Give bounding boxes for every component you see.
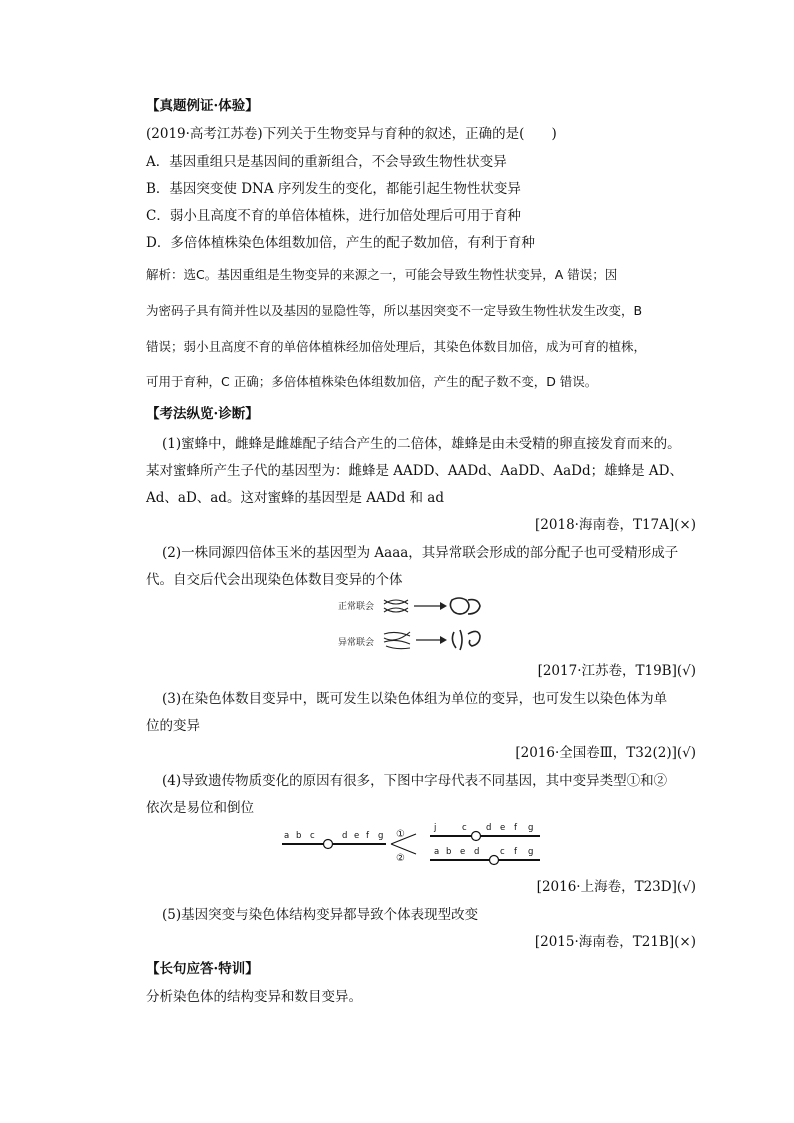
quadrivalent-ring: [450, 598, 480, 614]
item2-line-1: (2)一株同源四倍体玉米的基因型为 Aaaa，其异常联会形成的部分配子也可受精形成子: [162, 545, 679, 561]
normal-synapsis-label: 正常联会: [338, 602, 375, 612]
synapsis-figure: [338, 594, 498, 654]
chromosome-variation-figure: [278, 822, 558, 872]
analysis-line-4: 可用于育种，C 正确；多倍体植株染色体组数加倍，产生的配子数不变，D 错误。: [146, 374, 598, 389]
section-header-diagnosis: 【考法纵览·诊断】: [146, 406, 259, 422]
gene-label: g: [378, 831, 384, 841]
item1-line-3: Ad、aD、ad。这对蜜蜂的基因型是 AADd 和 ad: [146, 490, 444, 506]
item5-line-1: (5)基因突变与染色体结构变异都导致个体表现型改变: [162, 907, 479, 923]
item3-source: [2016·全国卷Ⅲ，T32(2)](√): [515, 745, 696, 761]
option-c: C．弱小且高度不育的单倍体植株，进行加倍处理后可用于育种: [146, 208, 521, 224]
long-answer-prompt: 分析染色体的结构变异和数目变异。: [146, 989, 362, 1005]
section-header-long-answer: 【长句应答·特训】: [146, 961, 259, 977]
gene-label: d: [474, 847, 480, 857]
item1-line-1: (1)蜜蜂中，雌蜂是雌雄配子结合产生的二倍体，雄蜂是由未受精的卵直接发育而来的。: [162, 436, 681, 452]
gene-label: e: [460, 847, 466, 857]
variant2-chromosome: [430, 847, 540, 865]
gene-label: d: [486, 823, 492, 833]
centromere: [490, 856, 499, 865]
arrow-icon: [414, 602, 447, 610]
item3-line-1: (3)在染色体数目变异中，既可发生以染色体组为单位的变异，也可发生以染色体为单: [162, 691, 668, 707]
variant1-chromosome: [430, 823, 540, 841]
question-stem: 下列关于生物变异与育种的叙述，正确的是( ): [262, 126, 557, 142]
item1-line-2: 某对蜜蜂所产生子代的基因型为：雌蜂是 AADD、AADd、AaDD、AaDd；雄蜂是 AD、: [146, 463, 683, 479]
gene-label: g: [528, 847, 534, 857]
gene-label: j: [434, 823, 437, 833]
question-source: (2019·高考江苏卷): [146, 126, 263, 142]
variant-mark-1: ①: [396, 829, 405, 840]
item4-source: [2016·上海卷，T23D](√): [536, 879, 696, 895]
gene-label: a: [434, 847, 440, 857]
normal-synapsis-strands: [384, 600, 408, 612]
synapsis-diagram: [338, 594, 498, 654]
abnormal-synapsis-strands: [384, 632, 410, 649]
centromere: [324, 840, 333, 849]
item3-line-2: 位的变异: [146, 718, 200, 734]
centromere: [472, 832, 481, 841]
trivalent-univalent: [452, 630, 480, 650]
gene-label: b: [296, 831, 302, 841]
item4-line-1: (4)导致遗传物质变化的原因有很多，下图中字母代表不同基因，其中变异类型①和②: [162, 773, 668, 789]
option-b: B．基因突变使 DNA 序列发生的变化，都能引起生物性状变异: [146, 181, 521, 197]
option-d: D．多倍体植株染色体组数加倍，产生的配子数加倍，有利于育种: [146, 235, 535, 251]
gene-label: e: [354, 831, 360, 841]
item4-line-2: 依次是易位和倒位: [146, 800, 254, 816]
gene-label: c: [462, 823, 467, 833]
gene-label: f: [514, 823, 517, 833]
gene-label: b: [446, 847, 452, 857]
arrow-icon: [416, 636, 447, 644]
item1-source: [2018·海南卷，T17A](×): [535, 517, 696, 533]
gene-label: e: [500, 823, 506, 833]
question-line: [146, 125, 557, 143]
gene-label: f: [366, 831, 369, 841]
gene-label: g: [528, 823, 534, 833]
section-header-exam-examples: 【真题例证·体验】: [146, 98, 259, 114]
variant-mark-2: ②: [396, 853, 405, 864]
abnormal-synapsis-label: 异常联会: [338, 638, 375, 648]
analysis-line-2: 为密码子具有简并性以及基因的显隐性等，所以基因突变不一定导致生物性状发生改变，B: [146, 303, 643, 318]
item2-source: [2017·江苏卷，T19B](√): [537, 663, 696, 679]
gene-label: a: [284, 831, 290, 841]
original-chromosome: [282, 831, 386, 849]
gene-label: f: [514, 847, 517, 857]
analysis-line-1: 解析：选C。基因重组是生物变异的来源之一，可能会导致生物性状变异，A 错误；因: [146, 267, 618, 282]
gene-label: d: [342, 831, 348, 841]
gene-label: c: [500, 847, 505, 857]
item5-source: [2015·海南卷，T21B](×): [534, 934, 696, 950]
item2-line-2: 代。自交后代会出现染色体数目变异的个体: [146, 572, 403, 588]
gene-label: c: [310, 831, 315, 841]
analysis-line-3: 错误；弱小且高度不育的单倍体植株经加倍处理后，其染色体数目加倍，成为可育的植株，: [146, 339, 647, 354]
option-a: A．基因重组只是基因间的重新组合，不会导致生物性状变异: [146, 154, 507, 170]
